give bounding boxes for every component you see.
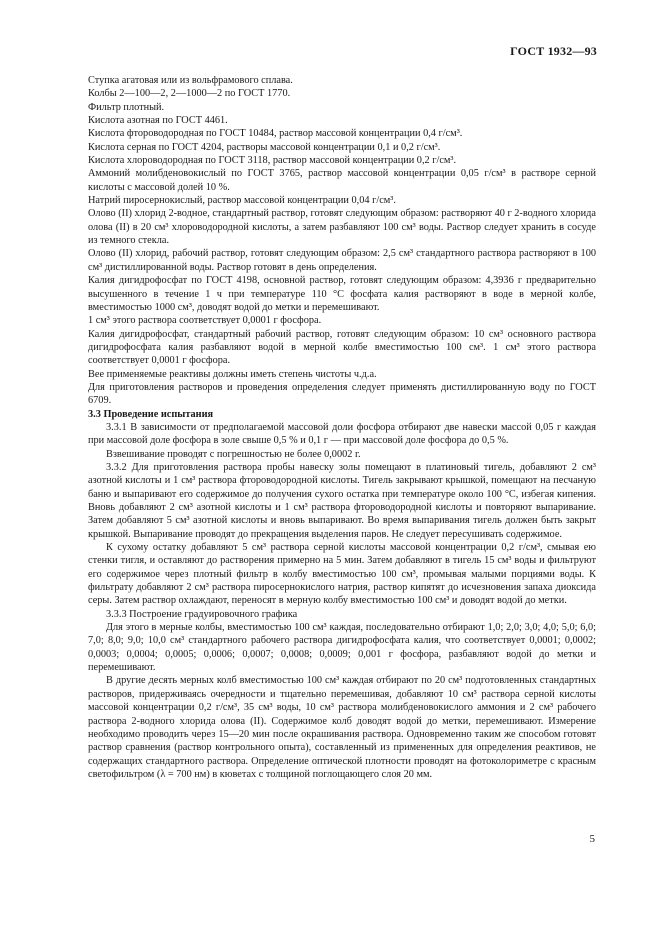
paragraph: Кислота хлороводородная по ГОСТ 3118, раствор массовой концентрации 0,2 г/см³. bbox=[88, 155, 457, 167]
paragraph: Колбы 2—100—2, 2—1000—2 по ГОСТ 1770. bbox=[88, 88, 291, 100]
paragraph: В другие десять мерных колб вместимостью 100 см³ каждая отбирают по 20 см³ подготовленных стандартных растворов, придерживаясь очередности и тщательно перемешивая, добавляют 10 см³ раствора серной кислоты массовой концентрации 0,2 г/см³, 35 см³ воды, 10 см³ раствора молибденовокислого аммония и 2 см³ рабочего раствора 2-водного хлорида олова (II). Содержимое колб доводят водой до метки, перемешивают. Измерение необходимо проводить через 15—20 мин после окрашивания раствора. Одновременно таким же способом готовят раствор сравнения (раствор контрольного опыта), составленный из примененных для определения реактивов, не содержащих стандартного раствора. Определение оптической плотности проводят на фотоколориметре с красным светофильтром (λ = 700 нм) в кюветах с толщиной поглощающего слоя 20 мм. bbox=[88, 675, 596, 780]
paragraph: 1 см³ этого раствора соответствует 0,0001 г фосфора. bbox=[88, 315, 322, 327]
paragraph: Кислота азотная по ГОСТ 4461. bbox=[88, 115, 228, 127]
paragraph: К сухому остатку добавляют 5 см³ раствора серной кислоты массовой концентрации 0,2 г/см³, смывая ею стенки тигля, и оставляют до растворения примерно на 5 мин. Затем добавляют в тигель 15 см³ воды и фильтруют его содержимое через плотный фильтр в колбу вместимостью 100 см³, промывая малыми порциями воды. К фильтрату добавляют 2 см³ раствора пиросернокислого натрия, раствор кипятят до исчезновения запаха диоксида серы. Затем раствор охлаждают, переносят в мерную колбу вместимостью 100 см³ и доводят водой до метки. bbox=[88, 542, 596, 607]
document-header: ГОСТ 1932—93 bbox=[510, 44, 597, 58]
section-heading: 3.3 Проведение испытания bbox=[88, 408, 214, 420]
paragraph: Калия дигидрофосфат, стандартный рабочий раствор, готовят следующим образом: 10 см³ основного раствора дигидрофосфата калия разбавляют водой в мерной колбе вместимостью 100 см³. 1 см³ этого раствора соответствует 0,0001 г фосфора. bbox=[88, 328, 596, 367]
paragraph: Для приготовления растворов и проведения определения следует применять дистиллированную воду по ГОСТ 6709. bbox=[88, 381, 596, 407]
paragraph: 3.3.3 Построение градуировочного графика bbox=[106, 608, 298, 620]
paragraph: Для этого в мерные колбы, вместимостью 100 см³ каждая, последовательно отбирают 1,0; 2,0; 3,0; 4,0; 5,0; 6,0; 7,0; 8,0; 9,0; 10,0 см³ стандартного рабочего раствора дигидрофосфата калия, что соответствует 0,0001; 0,0002; 0,0003; 0,0004; 0,0005; 0,0006; 0,0007; 0,0008; 0,0009; 0,001 г фосфора, разбавляют водой до метки и перемешивают. bbox=[88, 622, 596, 674]
paragraph: Вее применяемые реактивы должны иметь степень чистоты ч.д.а. bbox=[88, 368, 377, 380]
page-number: 5 bbox=[589, 833, 595, 845]
paragraph: Взвешивание проводят с погрешностью не более 0,0002 г. bbox=[106, 448, 361, 460]
document-body bbox=[88, 74, 596, 781]
paragraph: Фильтр плотный. bbox=[88, 101, 165, 113]
paragraph: Олово (II) хлорид 2-водное, стандартный раствор, готовят следующим образом: растворяют 40 г 2-водного хлорида олова (II) в 20 см³ хлороводородной кислоты, а затем разбавляют 100 см³ воды. Раствор следует хранить в сосуде из темного стекла. bbox=[88, 208, 596, 247]
paragraph: Калия дигидрофосфат по ГОСТ 4198, основной раствор, готовят следующим образом: 4,3936 г предварительно высушенного в течение 1 ч при температуре 110 °С фосфата калия растворяют в воде в мерной колбе, вместимостью 1000 см³, доводят водой до метки и перемешивают. bbox=[88, 275, 596, 313]
paragraph: Аммоний молибденовокислый по ГОСТ 3765, раствор массовой концентрации 0,05 г/см³ в растворе серной кислоты с массовой долей 10 %. bbox=[88, 168, 596, 193]
paragraph: 3.3.2 Для приготовления раствора пробы навеску золы помещают в платиновый тигель, добавляют 2 см³ азотной кислоты и 1 см³ раствора фтороводородной кислоты. Тигель закрывают крышкой, помещают на песчаную баню и выпаривают его содержимое до получения сухого остатка при температуре около 100 °С, избегая кипения. Вновь добавляют 2 см³ азотной кислоты и 1 см³ раствора фтороводородной кислоты и повторяют выпаривание. Затем добавляют 5 см³ азотной кислоты и вновь выпаривают. Во время выпаривания тигель должен быть закрыт крышкой. Выпаривание проводят до прекращения выделения паров. Не следует пересушивать содержимое. bbox=[88, 461, 596, 540]
paragraph: Кислота фтороводородная по ГОСТ 10484, раствор массовой концентрации 0,4 г/см³. bbox=[88, 128, 463, 140]
paragraph: 3.3.1 В зависимости от предполагаемой массовой доли фосфора отбирают две навески массой 0,05 г каждая при массовой доле фосфора в золе свыше 0,5 % и 0,1 г — при массовой доле фосфора до 0,5 %. bbox=[88, 421, 596, 447]
paragraph: Ступка агатовая или из вольфрамового сплава. bbox=[88, 75, 293, 86]
paragraph: Натрий пиросернокислый, раствор массовой концентрации 0,04 г/см³. bbox=[88, 195, 396, 207]
paragraph: Олово (II) хлорид, рабочий раствор, готовят следующим образом: 2,5 см³ стандартного раствора растворяют в 100 см³ дистиллированной воды. Раствор готовят в день определения. bbox=[88, 248, 596, 273]
paragraph: Кислота серная по ГОСТ 4204, растворы массовой концентрации 0,1 и 0,2 г/см³. bbox=[88, 141, 441, 153]
